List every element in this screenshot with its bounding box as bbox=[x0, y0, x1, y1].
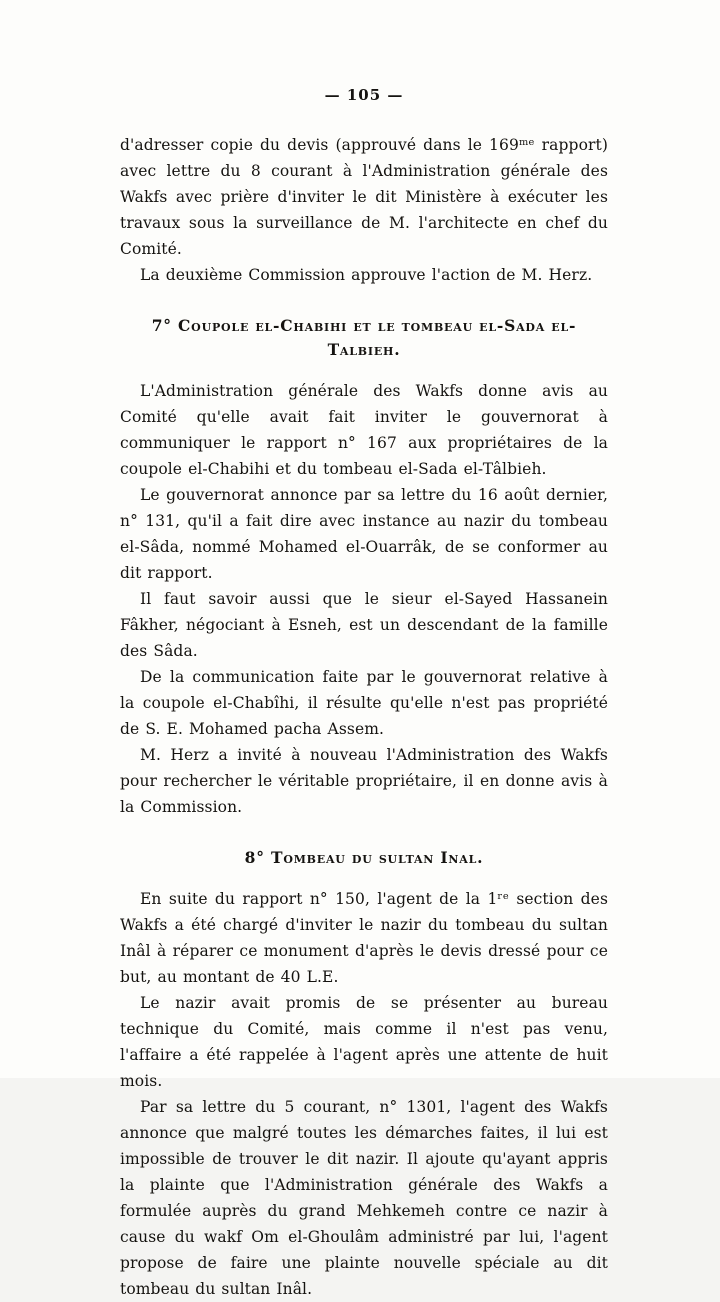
paragraph: Il faut savoir aussi que le sieur el-Sayed Hassanein Fâkher, négociant à Esneh, est un descendant de la famille des Sâda. bbox=[120, 590, 608, 660]
paragraph: Le gouvernorat annonce par sa lettre du 16 août dernier, n° 131, qu'il a fait dire avec instance au nazir du tombeau el-Sâda, nommé Mohamed el-Ouarrâk, de se conformer au dit rapport. bbox=[120, 486, 608, 582]
section-heading-7: 7° Coupole el-Chabihi et le tombeau el-Sada el-Talbieh. bbox=[151, 316, 577, 359]
paragraph: En suite du rapport n° 150, l'agent de la 1ʳᵉ section des Wakfs a été chargé d'inviter le nazir du tombeau du sultan Inâl à réparer ce monument d'après le devis dressé pour ce but, au montant de 40 L.E. bbox=[120, 890, 608, 986]
paragraph: M. Herz a invité à nouveau l'Administration des Wakfs pour rechercher le véritable propriétaire, il en donne avis à la Commission. bbox=[120, 746, 608, 816]
paragraph-continuation: d'adresser copie du devis (approuvé dans le 169ᵐᵉ rapport) avec lettre du 8 courant à l'Administration générale des Wakfs avec prière d'inviter le dit Ministère à exécuter les travaux sous la surveillance de M. l'architecte en chef du Comité. bbox=[120, 136, 608, 258]
paragraph: La deuxième Commission approuve l'action de M. Herz. bbox=[140, 266, 593, 284]
page-number: — 105 — bbox=[324, 86, 404, 104]
section-heading-8: 8° Tombeau du sultan Inal. bbox=[244, 848, 484, 867]
paragraph: De la communication faite par le gouvernorat relative à la coupole el-Chabîhi, il résulte qu'elle n'est pas propriété de S. E. Mohamed pacha Assem. bbox=[120, 668, 608, 738]
paragraph: L'Administration générale des Wakfs donne avis au Comité qu'elle avait fait inviter le gouvernorat à communiquer le rapport n° 167 aux propriétaires de la coupole el-Chabihi et du tombeau el-Sada el-Tâlbieh. bbox=[120, 382, 608, 478]
paragraph: Par sa lettre du 5 courant, n° 1301, l'agent des Wakfs annonce que malgré toutes les démarches faites, il lui est impossible de trouver le dit nazir. Il ajoute qu'ayant appris la plainte que l'Administration générale des Wakfs a formulée auprès du grand Mehkemeh contre ce nazir à cause du wakf Om el-Ghoulâm administré par lui, l'agent propose de faire une plainte nouvelle spéciale au dit tombeau du sultan Inâl. bbox=[120, 1098, 608, 1298]
page-body bbox=[120, 132, 608, 1302]
paragraph: Le nazir avait promis de se présenter au bureau technique du Comité, mais comme il n'est pas venu, l'affaire a été rappelée à l'agent après une attente de huit mois. bbox=[120, 994, 608, 1090]
